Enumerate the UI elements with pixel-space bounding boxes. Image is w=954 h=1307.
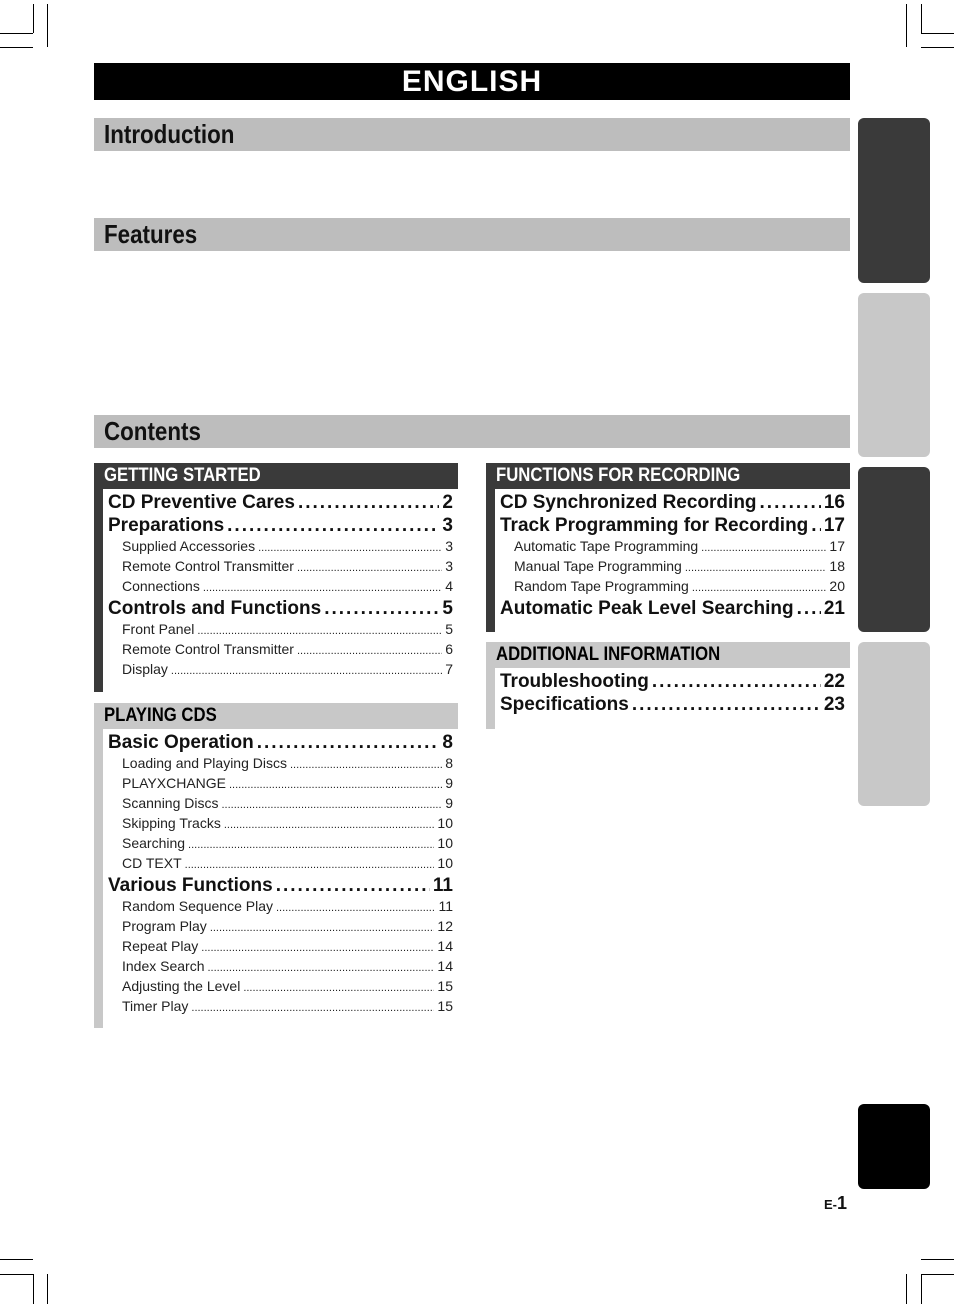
toc-leader-dots [222,799,443,811]
toc-entry-page: 11 [438,898,453,914]
side-tab-2 [858,293,930,457]
toc-entry-title: Program Play [122,918,207,934]
toc-entry-page: 14 [437,958,453,974]
toc-entry-title: Various Functions [108,875,273,896]
toc-subentry [514,538,845,558]
toc-leader-dots [208,962,435,974]
toc-subentry [122,815,453,835]
toc-leader-dots [701,542,826,554]
toc-entry-title: PLAYXCHANGE [122,775,226,791]
toc-entry-title: Skipping Tracks [122,815,221,831]
toc-leader-dots [191,1002,434,1014]
toc-entry-title: Scanning Discs [122,795,219,811]
toc-entry-page: 15 [437,998,453,1014]
toc-subentry [122,538,453,558]
toc-entry-title: CD Synchronized Recording [500,492,757,513]
toc-entry-title: Supplied Accessories [122,538,256,554]
toc-leader-dots [197,625,442,637]
toc-leader-dots [297,562,442,574]
toc-subentry [122,898,453,918]
toc-entry [500,671,845,694]
toc-side-playing-cds [94,729,103,1028]
toc-entry [500,694,845,717]
page-number: E-1 [824,1193,848,1213]
toc-leader-dots [188,839,434,851]
toc-leader-dots [185,859,435,871]
toc-entry-page: 3 [445,538,453,554]
toc-entry-page: 10 [437,835,453,851]
toc-entry-page: 10 [437,815,453,831]
toc-entry-page: 8 [445,755,453,771]
features-bar [94,218,850,251]
toc-entry-page: 9 [445,795,453,811]
toc-entry-title: Remote Control Transmitter [122,558,294,574]
toc-leader-dots [298,492,439,514]
toc-entry-title: Remote Control Transmitter [122,641,294,657]
toc-leader-dots [227,515,439,537]
toc-entry-title: Basic Operation [108,732,254,753]
toc-entry [108,492,453,515]
toc-leader-dots [652,671,821,693]
toc-entry-title: Loading and Playing Discs [122,755,287,771]
toc-subentry [122,938,453,958]
toc-subentry [122,835,453,855]
toc-subentry [514,578,845,598]
toc-entry-page: 18 [829,558,845,574]
toc-leader-dots [258,542,442,554]
toc-subentry [122,958,453,978]
toc-subentry [122,661,453,681]
toc-leader-dots [632,694,821,716]
toc-side-getting-started [94,489,103,692]
toc-entry-page: 14 [437,938,453,954]
toc-entry-page: 15 [437,978,453,994]
toc-entry-page: 16 [823,492,845,513]
toc-leader-dots [257,732,440,754]
toc-entry-page: 3 [445,558,453,574]
toc-entry-page: 7 [445,661,453,677]
toc-entry [108,515,453,538]
toc-leader-dots [760,492,821,514]
toc-entry-title: Timer Play [122,998,189,1014]
toc-entry-title: Random Sequence Play [122,898,273,914]
toc-entry [500,515,845,538]
side-tab-1 [858,118,930,283]
toc-subentry [122,855,453,875]
toc-subentry [122,578,453,598]
toc-entry-title: Track Programming for Recording [500,515,809,536]
toc-leader-dots [297,645,442,657]
toc-entry-page: 5 [445,621,453,637]
toc-entry-page: 23 [823,694,845,715]
toc-entry-page: 4 [445,578,453,594]
toc-heading-getting-started: GETTING STARTED [94,463,458,489]
toc-entry-page: 21 [823,598,845,619]
toc-heading-functions-for-recording: FUNCTIONS FOR RECORDING [486,463,850,489]
toc-entry-page: 11 [432,875,453,896]
toc-entry-title: Automatic Tape Programming [514,538,699,554]
side-tab-4 [858,642,930,806]
toc-entry-title: Searching [122,835,186,851]
language-banner: ENGLISH [94,63,850,100]
toc-leader-dots [243,982,434,994]
toc-entry-page: 2 [442,492,453,513]
toc-entry-title: Manual Tape Programming [514,558,682,574]
toc-subentry [122,621,453,641]
toc-leader-dots [797,598,821,620]
toc-entry-title: Random Tape Programming [514,578,689,594]
toc-entry-title: CD TEXT [122,855,182,871]
contents-title: Contents [104,416,201,446]
toc-subentry [122,918,453,938]
toc-leader-dots [811,515,821,537]
toc-entry-title: Connections [122,578,200,594]
toc-entry-title: Front Panel [122,621,195,637]
toc-entry-title: Display [122,661,168,677]
toc-entry-page: 17 [829,538,845,554]
toc-leader-dots [692,582,827,594]
toc-leader-dots [324,598,439,620]
toc-subentry [514,558,845,578]
features-title: Features [104,219,198,249]
toc-entry-page: 22 [823,671,845,692]
toc-leader-dots [290,759,442,771]
toc-entry [108,875,453,898]
toc-subentry [122,755,453,775]
toc-entry-page: 12 [437,918,453,934]
toc-entry [500,598,845,621]
toc-leader-dots [276,902,435,914]
toc-entry-page: 6 [445,641,453,657]
toc-side-additional-information [486,668,495,729]
toc-entry [108,598,453,621]
toc-entry [108,732,453,755]
toc-entry [500,492,845,515]
contents-bar [94,415,850,448]
toc-entry-title: Index Search [122,958,205,974]
toc-heading-playing-cds: PLAYING CDS [94,703,458,729]
toc-entry-page: 9 [445,775,453,791]
toc-subentry [122,978,453,998]
toc-entry-title: Specifications [500,694,629,715]
introduction-bar [94,118,850,151]
toc-entry-page: 20 [829,578,845,594]
toc-leader-dots [229,779,442,791]
toc-entry-page: 3 [442,515,453,536]
toc-leader-dots [201,942,434,954]
toc-side-functions-for-recording [486,489,495,632]
toc-subentry [122,641,453,661]
toc-entry-title: Preparations [108,515,225,536]
toc-leader-dots [171,665,442,677]
toc-entry-title: Controls and Functions [108,598,322,619]
toc-entry-title: Automatic Peak Level Searching [500,598,794,619]
toc-entry-title: Troubleshooting [500,671,649,692]
toc-leader-dots [224,819,435,831]
toc-subentry [122,795,453,815]
toc-leader-dots [210,922,435,934]
toc-subentry [122,558,453,578]
toc-entry-title: Repeat Play [122,938,199,954]
introduction-title: Introduction [104,119,235,149]
toc-subentry [122,775,453,795]
toc-subentry [122,998,453,1018]
toc-entry-title: CD Preventive Cares [108,492,295,513]
toc-entry-page: 8 [442,732,453,753]
side-tab-active [858,1104,930,1189]
toc-entry-title: Adjusting the Level [122,978,241,994]
toc-entry-page: 5 [442,598,453,619]
side-tab-3 [858,467,930,632]
toc-entry-page: 10 [437,855,453,871]
toc-leader-dots [685,562,827,574]
toc-entry-page: 17 [823,515,845,536]
toc-leader-dots [203,582,442,594]
toc-leader-dots [276,875,430,897]
toc-heading-additional-information: ADDITIONAL INFORMATION [486,642,850,668]
